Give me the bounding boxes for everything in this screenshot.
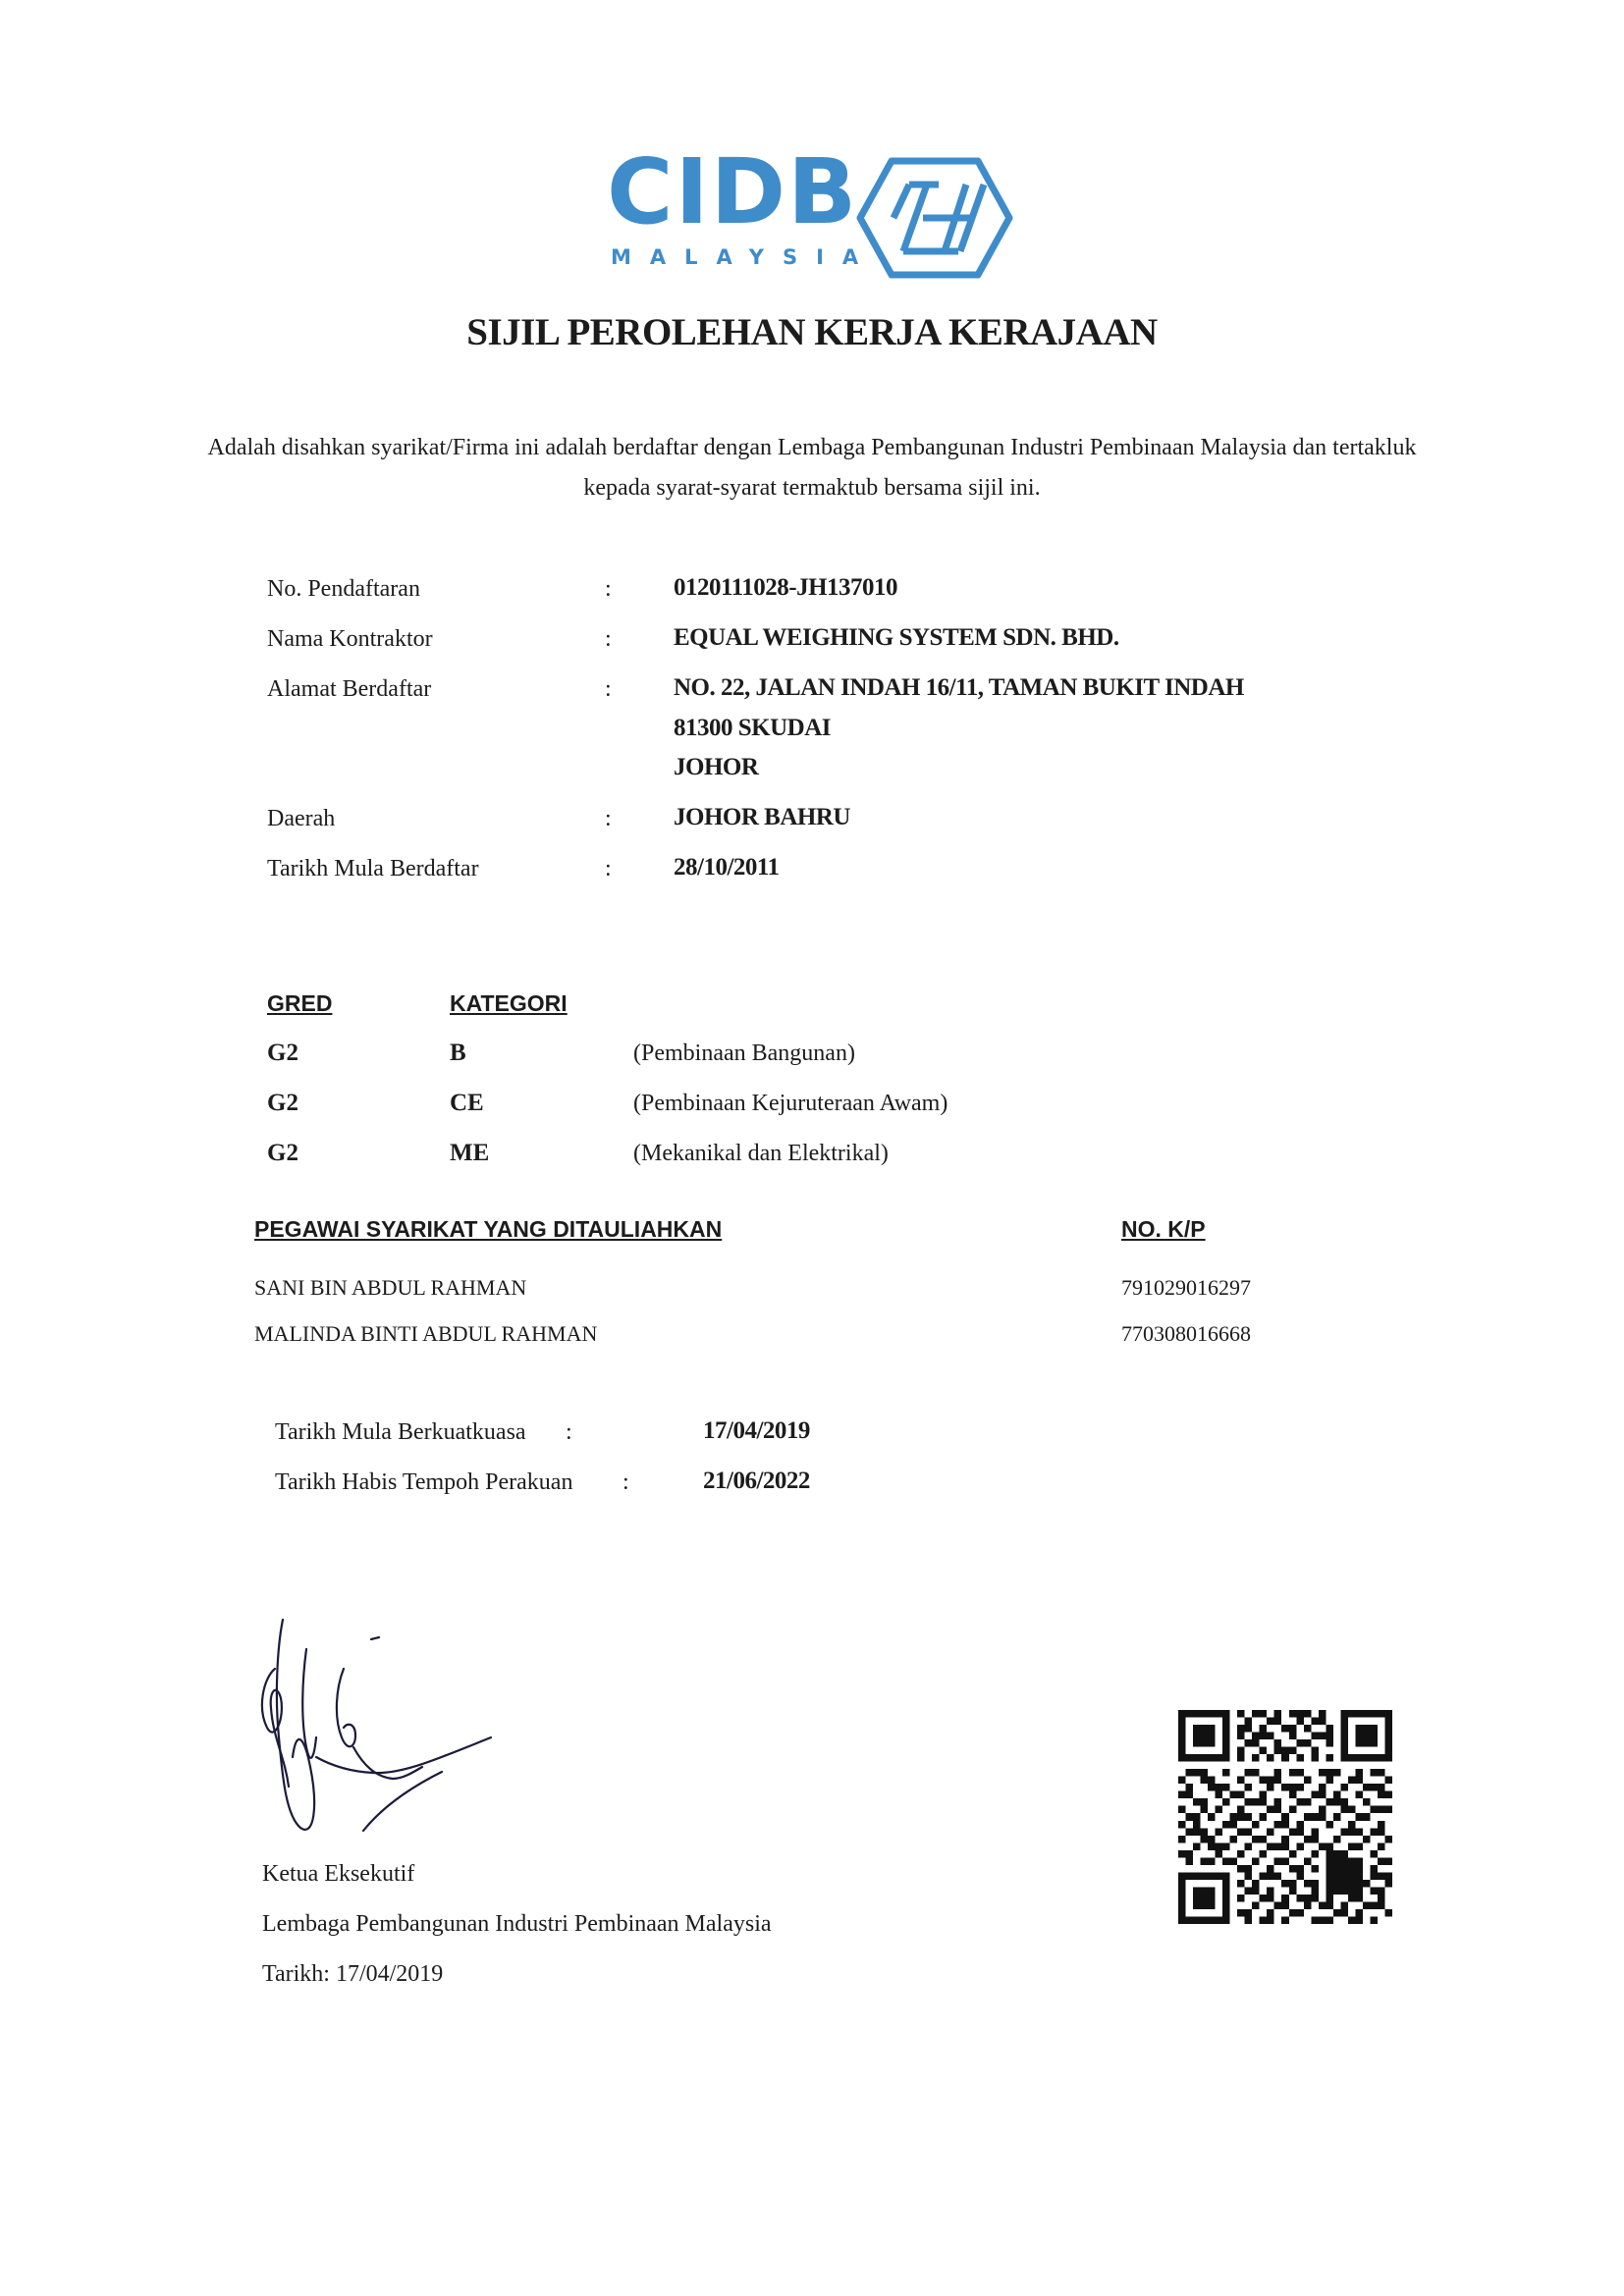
signature-icon — [245, 1610, 540, 1875]
address-line: NO. 22, JALAN INDAH 16/11, TAMAN BUKIT INDAH — [674, 674, 1244, 701]
qr-code-icon — [1178, 1710, 1392, 1924]
category-value: ME — [450, 1140, 490, 1166]
cidb-logo-icon — [852, 155, 1017, 281]
colon: : — [605, 576, 612, 602]
category-value: CE — [450, 1090, 484, 1116]
signatory-position: Ketua Eksekutif — [262, 1861, 415, 1887]
category-header: KATEGORI — [450, 990, 568, 1016]
category-value: B — [450, 1040, 466, 1066]
colon: : — [623, 1469, 629, 1495]
colon: : — [605, 676, 612, 702]
contractor-name-label: Nama Kontraktor — [267, 626, 433, 652]
officer-name: SANI BIN ABDUL RAHMAN — [254, 1275, 527, 1300]
grade-value: G2 — [267, 1140, 298, 1166]
registration-no-label: No. Pendaftaran — [267, 576, 420, 602]
expiry-date-value: 21/06/2022 — [703, 1468, 810, 1494]
registration-no-value: 0120111028-JH137010 — [674, 574, 898, 601]
colon: : — [605, 806, 612, 831]
officer-name: MALINDA BINTI ABDUL RAHMAN — [254, 1321, 598, 1346]
certificate-title: SIJIL PEROLEHAN KERJA KERAJAAN — [466, 311, 1158, 353]
officers-header: PEGAWAI SYARIKAT YANG DITAULIAHKAN — [254, 1216, 723, 1242]
registration-start-label: Tarikh Mula Berdaftar — [267, 856, 479, 881]
effective-date-value: 17/04/2019 — [703, 1417, 810, 1444]
officer-id: 770308016668 — [1121, 1321, 1251, 1346]
grade-value: G2 — [267, 1090, 298, 1116]
grade-value: G2 — [267, 1040, 298, 1066]
expiry-date-label: Tarikh Habis Tempoh Perakuan — [275, 1469, 573, 1495]
id-number-header: NO. K/P — [1121, 1216, 1206, 1242]
category-description: (Pembinaan Bangunan) — [633, 1041, 855, 1066]
address-line: JOHOR — [674, 754, 759, 780]
intro-paragraph: Adalah disahkan syarikat/Firma ini adalah berdaftar dengan Lembaga Pembangunan Industri Pembinaan Malaysia dan tertakluk kepada syarat-syarat termaktub bersama sijil ini. — [207, 435, 1417, 501]
signatory-organisation: Lembaga Pembangunan Industri Pembinaan Malaysia — [262, 1911, 772, 1937]
colon: : — [605, 856, 612, 881]
officer-id: 791029016297 — [1121, 1275, 1251, 1300]
contractor-name-value: EQUAL WEIGHING SYSTEM SDN. BHD. — [674, 624, 1119, 651]
address-line: 81300 SKUDAI — [674, 715, 831, 741]
signatory-date: Tarikh: 17/04/2019 — [262, 1961, 444, 1987]
grade-header: GRED — [267, 990, 333, 1016]
logo-subtitle: MALAYSIA — [611, 245, 878, 269]
registration-start-value: 28/10/2011 — [674, 854, 780, 881]
category-description: (Mekanikal dan Elektrikal) — [633, 1141, 889, 1166]
district-label: Daerah — [267, 806, 336, 831]
colon: : — [605, 626, 612, 652]
district-value: JOHOR BAHRU — [674, 804, 850, 830]
colon: : — [566, 1419, 572, 1445]
logo-brand: CIDB — [607, 139, 859, 244]
address-label: Alamat Berdaftar — [267, 676, 432, 702]
category-description: (Pembinaan Kejuruteraan Awam) — [633, 1091, 948, 1116]
effective-date-label: Tarikh Mula Berkuatkuasa — [275, 1419, 526, 1445]
